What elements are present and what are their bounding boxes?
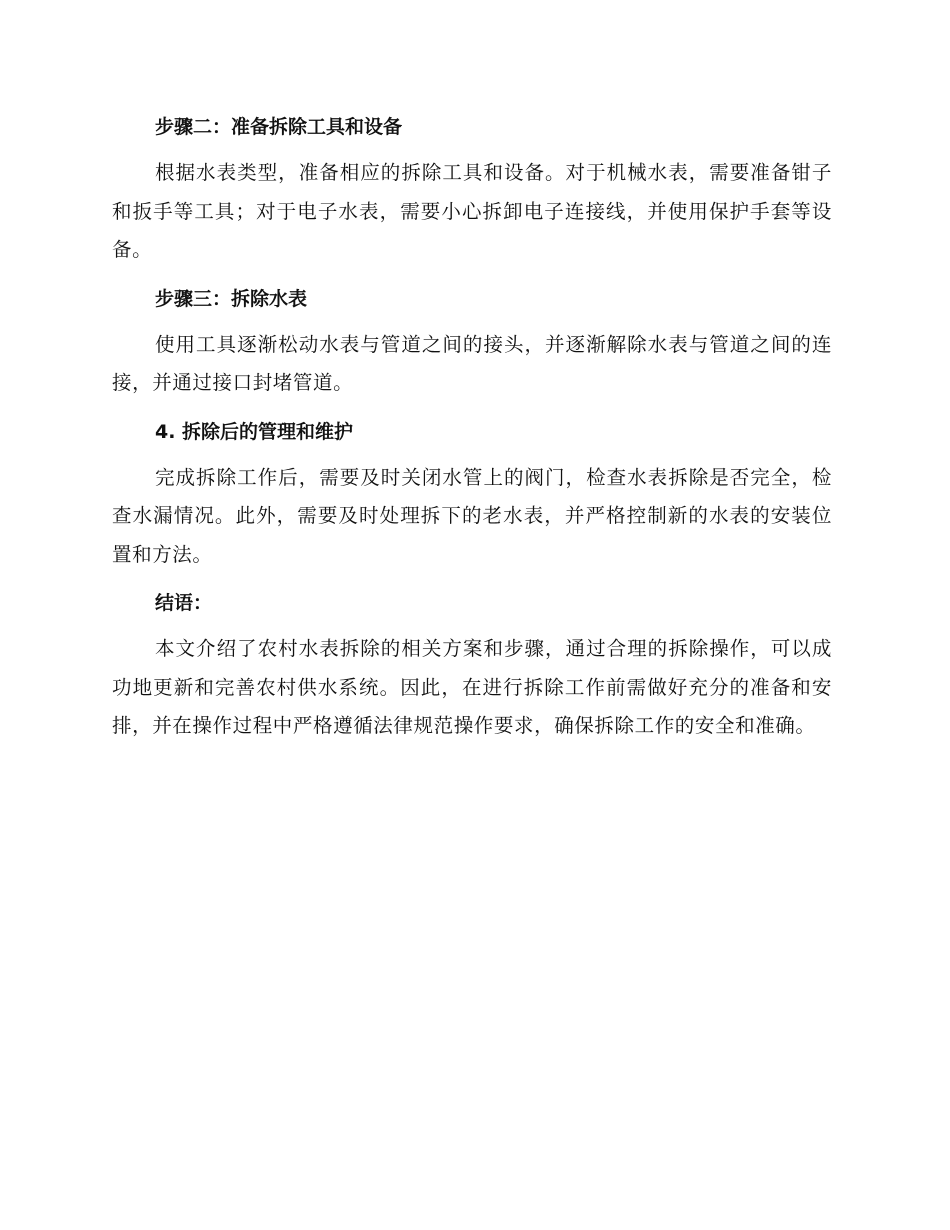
section-heading-maintenance: 4. 拆除后的管理和维护	[155, 420, 354, 443]
section-paragraph-maintenance: 完成拆除工作后，需要及时关闭水管上的阀门，检查水表拆除是否完全，检查水漏情况。此外，需要及时处理拆下的老水表，并严格控制新的水表的安装位置和方法。	[112, 465, 832, 566]
section-paragraph-conclusion: 本文介绍了农村水表拆除的相关方案和步骤，通过合理的拆除操作，可以成功地更新和完善农村供水系统。因此，在进行拆除工作前需做好充分的准备和安排，并在操作过程中严格遵循法律规范操作要求，确保拆除工作的安全和准确。	[112, 637, 832, 737]
section-heading-step-two: 步骤二：准备拆除工具和设备	[155, 116, 403, 138]
section-heading-step-three: 步骤三：拆除水表	[155, 287, 308, 310]
document-body	[112, 108, 832, 746]
section-paragraph-step-three: 使用工具逐渐松动水表与管道之间的接头，并逐渐解除水表与管道之间的连接，并通过接口封堵管道。	[112, 332, 832, 394]
section-paragraph-step-two: 根据水表类型，准备相应的拆除工具和设备。对于机械水表，需要准备钳子和扳手等工具；对于电子水表，需要小心拆卸电子连接线，并使用保护手套等设备。	[112, 161, 832, 261]
section-heading-conclusion: 结语：	[155, 592, 213, 614]
